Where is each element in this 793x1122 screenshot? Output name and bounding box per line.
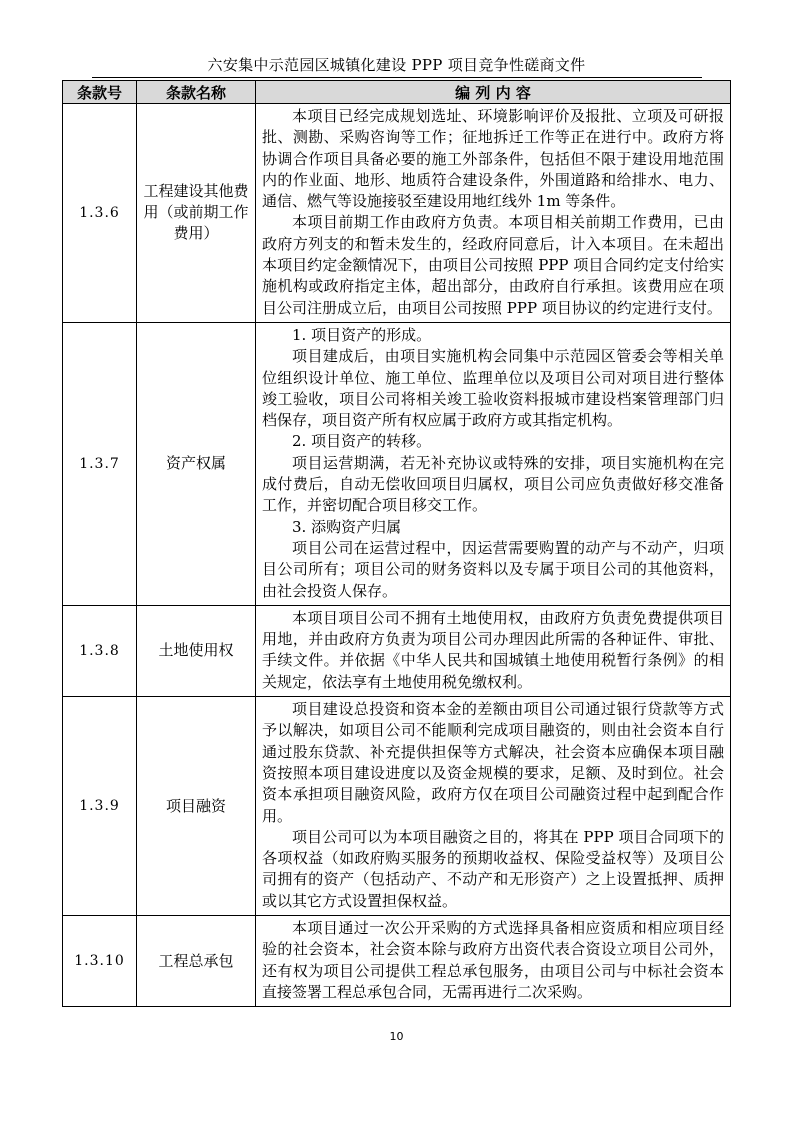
- clause-content: [256, 104, 731, 323]
- clause-content: [256, 697, 731, 916]
- page-number: 10: [389, 1030, 404, 1043]
- clause-table: [62, 80, 731, 1007]
- clause-name: 项目融资: [137, 697, 256, 916]
- content-paragraph: 本项目项目公司不拥有土地使用权，由政府方负责免费提供项目用地，并由政府方负责为项目公司办理因此所需的各种证件、审批、手续文件。并依据《中华人民共和国城镇土地使用税暂行条例》的相关规定，依法享有土地使用税免缴权利。: [262, 608, 724, 691]
- content-paragraph: 项目建成后，由项目实施机构会同集中示范园区管委会等相关单位组织设计单位、施工单位、监理单位以及项目公司对项目进行整体竣工验收，项目公司将相关竣工验收资料报城市建设档案管理部门归档保存，项目资产所有权应属于政府方或其指定机构。: [262, 347, 724, 430]
- content-paragraph: 1. 项目资产的形成。: [292, 325, 432, 344]
- clause-number: 1.3.9: [63, 697, 137, 916]
- clause-content: [256, 915, 731, 1006]
- header-rule: [92, 77, 702, 78]
- table-row: [63, 605, 731, 696]
- table-row: [63, 104, 731, 323]
- clause-content: [256, 605, 731, 696]
- clause-name: 资产权属: [137, 322, 256, 605]
- column-header-clause-number: 条款号: [63, 81, 137, 104]
- content-paragraph: 项目公司在运营过程中，因运营需要购置的动产与不动产，归项目公司所有；项目公司的财务资料以及专属于项目公司的其他资料，由社会投资人保存。: [262, 538, 724, 600]
- clause-name: 工程建设其他费用（或前期工作费用）: [137, 104, 256, 323]
- content-paragraph: 本项目已经完成规划选址、环境影响评价及报批、立项及可研报批、测勘、采购咨询等工作；征地拆迁工作等正在进行中。政府方将协调合作项目具备必要的施工外部条件，包括但不限于建设用地范围内的作业面、地形、地质符合建设条件，外围道路和给排水、电力、通信、燃气等设施接驳至建设用地红线外 1m 等条件。: [262, 107, 724, 211]
- clause-number: 1.3.6: [63, 104, 137, 323]
- content-paragraph: 3. 添购资产归属: [292, 517, 402, 536]
- content-paragraph: 本项目前期工作由政府方负责。本项目相关前期工作费用，已由政府方列支的和暂未发生的，经政府同意后，计入本项目。在未超出本项目约定金额情况下，由项目公司按照 PPP 项目合同约定支付给实施机构或政府指定主体，超出部分，由政府自行承担。该费用应在项目公司注册成立后，由项目公司按照 PPP 项目协议的约定进行支付。: [262, 213, 724, 317]
- document-header-title: 六安集中示范园区城镇化建设 PPP 项目竞争性磋商文件: [207, 56, 586, 74]
- clause-number: 1.3.7: [63, 322, 137, 605]
- content-paragraph: 项目公司可以为本项目融资之目的，将其在 PPP 项目合同项下的各项权益（如政府购买服务的预期收益权、保险受益权等）及项目公司拥有的资产（包括动产、不动产和无形资产）之上设置抵押、质押或以其它方式设置担保权益。: [262, 827, 724, 910]
- table-row: [63, 915, 731, 1006]
- clause-content: [256, 322, 731, 605]
- content-paragraph: 本项目通过一次公开采购的方式选择具备相应资质和相应项目经验的社会资本，社会资本除与政府方出资代表合资设立项目公司外，还有权为项目公司提供工程总承包服务，由项目公司与中标社会资本直接签署工程总承包合同，无需再进行二次采购。: [262, 918, 724, 1001]
- clause-number: 1.3.10: [63, 915, 137, 1006]
- clause-name: 工程总承包: [137, 915, 256, 1006]
- column-header-content: 编 列 内 容: [256, 81, 731, 104]
- table-row: [63, 322, 731, 605]
- content-paragraph: 项目建设总投资和资本金的差额由项目公司通过银行贷款等方式予以解决，如项目公司不能顺利完成项目融资的，则由社会资本自行通过股东贷款、补充提供担保等方式解决，社会资本应确保本项目融资按照本项目建设进度以及资金规模的要求，足额、及时到位。社会资本承担项目融资风险，政府方仅在项目公司融资过程中起到配合作用。: [262, 700, 724, 825]
- clause-name: 土地使用权: [137, 605, 256, 696]
- table-row: [63, 697, 731, 916]
- content-paragraph: 2. 项目资产的转移。: [292, 432, 432, 451]
- clause-number: 1.3.8: [63, 605, 137, 696]
- column-header-clause-name: 条款名称: [137, 81, 256, 104]
- table-header-row: [63, 81, 731, 104]
- content-paragraph: 项目运营期满，若无补充协议或特殊的安排，项目实施机构在完成付费后，自动无偿收回项目归属权，项目公司应负责做好移交准备工作，并密切配合项目移交工作。: [262, 453, 724, 515]
